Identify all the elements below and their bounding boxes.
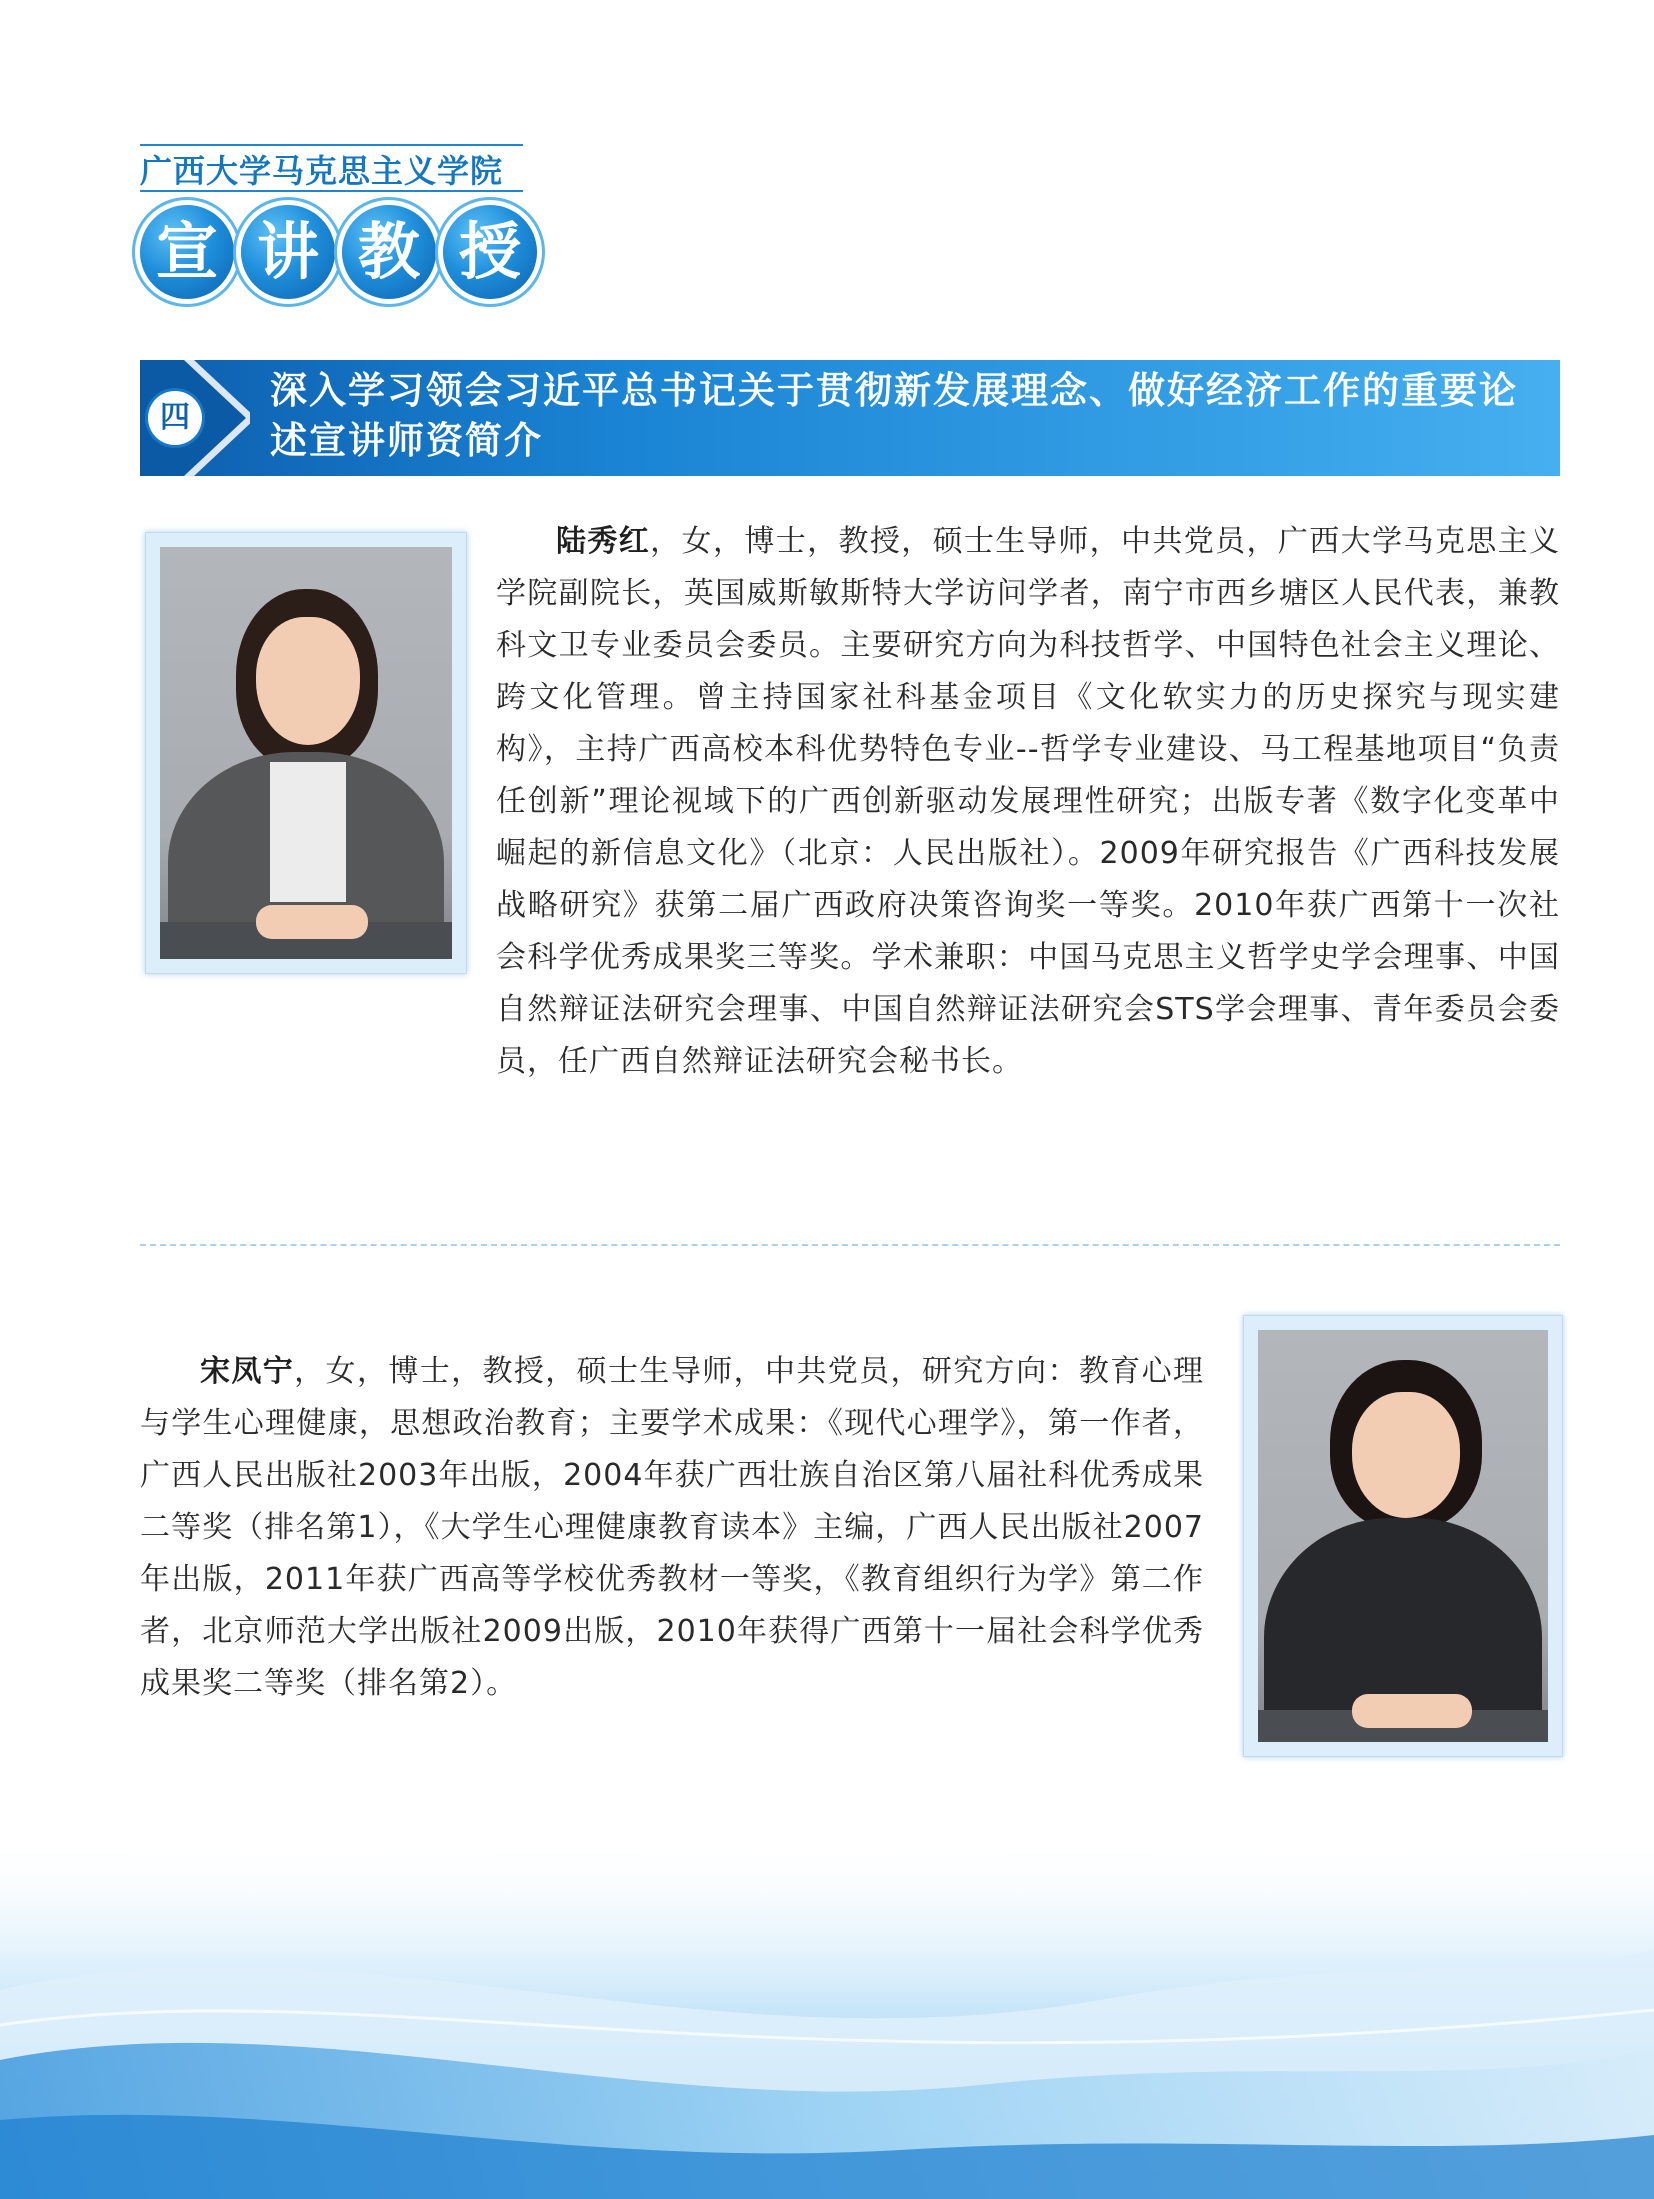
lecturer-bio-text-lu: ，女，博士，教授，硕士生导师，中共党员，广西大学马克思主义学院副院长，英国威斯敏斯特大学访问学者，南宁市西乡塘区人民代表，兼教科文卫专业委员会委员。主要研究方向为科技哲学、中国特色社会主义理论、跨文化管理。曾主持国家社科基金项目《文化软实力的历史探究与现实建构》，主持广西高校本科优势特色专业--哲学专业建设、马工程基地项目“负责任创新”理论视域下的广西创新驱动发展理性研究；出版专著《数字化变革中崛起的新信息文化》（北京：人民出版社）。2009年研究报告《广西科技发展战略研究》获第二届广西政府决策咨询奖一等奖。2010年获广西第十一次社会科学优秀成果奖三等奖。学术兼职：中国马克思主义哲学史学会理事、中国自然辩证法研究会理事、中国自然辩证法研究会STS学会理事、青年委员会委员，任广西自然辩证法研究会秘书长。 <box>496 524 1561 1079</box>
lecturer-name-lu: 陆秀红 <box>556 524 651 559</box>
lecturer-name-song: 宋凤宁 <box>200 1354 295 1389</box>
section-title: 深入学习领会习近平总书记关于贯彻新发展理念、做好经济工作的重要论述宣讲师资简介 <box>270 369 1518 462</box>
lecturer-photo-song <box>1243 1315 1563 1757</box>
school-name: 广西大学马克思主义学院 <box>140 152 504 190</box>
lecturer-bio-song <box>140 1346 1204 1710</box>
lecturer-bio-text-song: ，女，博士，教授，硕士生导师，中共党员，研究方向：教育心理与学生心理健康，思想政治教育；主要学术成果：《现代心理学》，第一作者，广西人民出版社2003年出版，2004年获广西壮族自治区第八届社科优秀成果二等奖（排名第1），《大学生心理健康教育读本》主编，广西人民出版社2007年出版，2011年获广西高等学校优秀教材一等奖，《教育组织行为学》第二作者，北京师范大学出版社2009出版，2010年获得广西第十一届社会科学优秀成果奖二等奖（排名第2）。 <box>140 1354 1205 1701</box>
portrait-image <box>1258 1330 1548 1742</box>
lecturer-bio-lu <box>496 516 1560 1088</box>
school-rule-bottom <box>140 190 523 192</box>
lecturer-photo-lu <box>145 532 467 974</box>
title-badge-2: 讲 <box>241 205 335 299</box>
title-badge-1: 宣 <box>140 205 234 299</box>
title-badge-3: 教 <box>342 205 436 299</box>
section-separator <box>140 1244 1560 1246</box>
section-number: 四 <box>148 391 202 445</box>
title-badge-4: 授 <box>443 205 537 299</box>
wave-decoration <box>0 1850 1654 2199</box>
portrait-image <box>160 547 452 959</box>
